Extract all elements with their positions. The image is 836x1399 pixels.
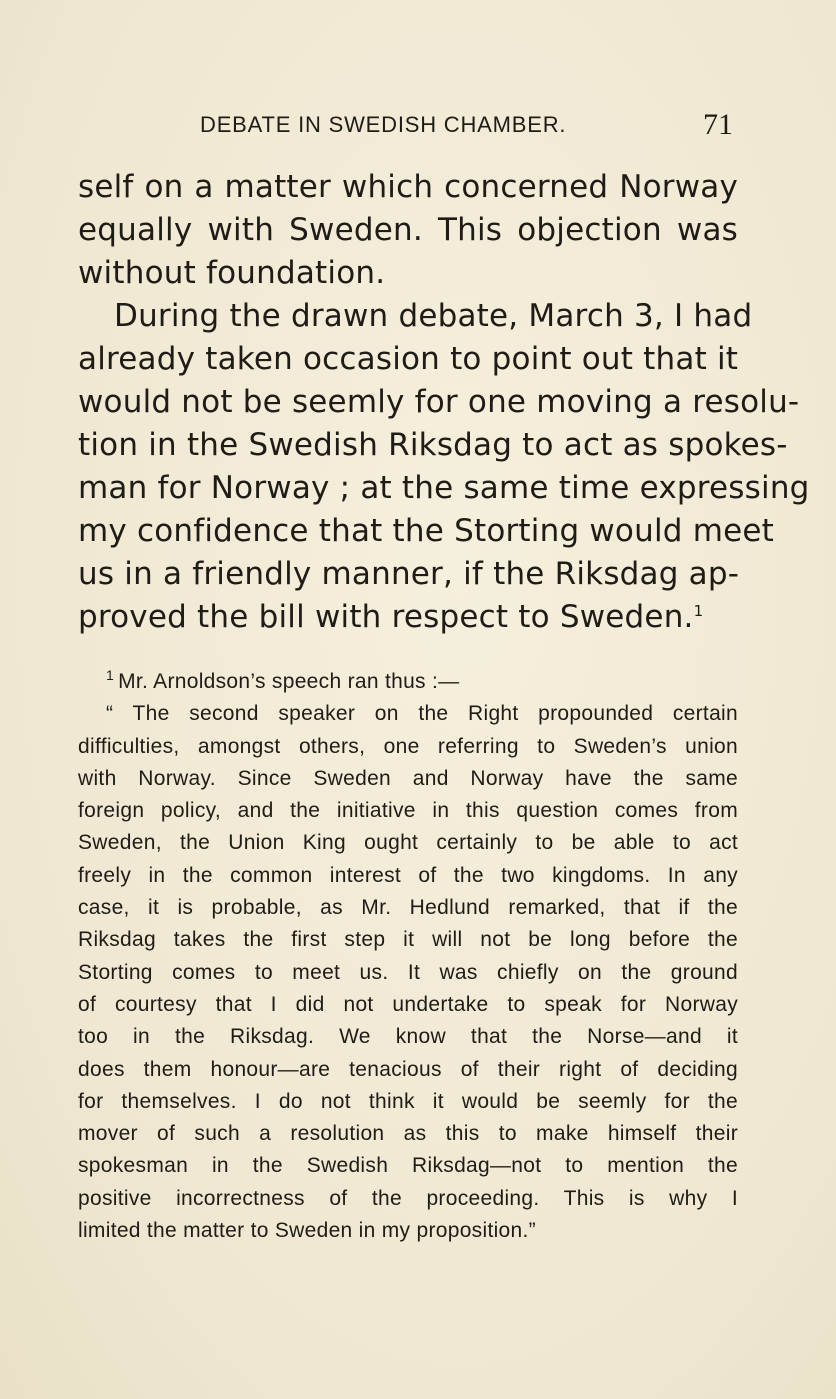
text-line: without foundation. <box>78 255 386 291</box>
footnote-line: too in the Riksdag. We know that the Norse—and it <box>78 1025 738 1049</box>
footnote-line: Riksdag takes the first step it will not be long before the <box>78 928 738 952</box>
running-head <box>0 108 836 142</box>
footnote-line: difficulties, amongst others, one referring to Sweden’s union <box>78 734 738 758</box>
footnote-line: with Norway. Since Sweden and Norway have the same <box>78 766 738 790</box>
footnote-line: case, it is probable, as Mr. Hedlund remarked, that if the <box>78 896 738 920</box>
footnote-line: of courtesy that I did not undertake to speak for Norway <box>78 992 738 1016</box>
text-line-content: proved the bill with respect to Sweden. <box>78 599 694 635</box>
text-line-last <box>78 596 738 639</box>
text-line: equally with Sweden. This objection was <box>78 212 738 248</box>
footnote-line: foreign policy, and the initiative in this question comes from <box>78 799 738 823</box>
footnote-line: for themselves. I do not think it would be seemly for the <box>78 1089 738 1113</box>
text-line: us in a friendly manner, if the Riksdag ap- <box>78 556 740 592</box>
footnote-line: spokesman in the Swedish Riksdag—not to mention the <box>78 1154 738 1178</box>
text-line: During the drawn debate, March 3, I had <box>114 298 753 334</box>
footnote-line: “ The second speaker on the Right propounded certain <box>106 702 738 726</box>
footnote-line: limited the matter to Sweden in my proposition.” <box>78 1219 536 1243</box>
footnote-line: mover of such a resolution as this to make himself their <box>78 1122 738 1146</box>
text-line: would not be seemly for one moving a resolu- <box>78 384 800 420</box>
footnote-reference: 1 <box>693 602 704 620</box>
main-text <box>78 166 810 639</box>
footnote-marker: 1 <box>106 667 115 683</box>
footnote-line: positive incorrectness of the proceeding. This is why I <box>78 1186 738 1210</box>
text-line: tion in the Swedish Riksdag to act as spokes- <box>78 427 788 463</box>
text-line: self on a matter which concerned Norway <box>78 169 738 205</box>
text-line: already taken occasion to point out that it <box>78 341 739 377</box>
text-line: man for Norway ; at the same time expressing <box>78 470 810 506</box>
footnote-line: does them honour—are tenacious of their right of deciding <box>78 1057 738 1081</box>
footnote-line: freely in the common interest of the two kingdoms. In any <box>78 863 738 887</box>
footnote-line <box>78 666 738 698</box>
page-number: 71 <box>703 108 733 141</box>
footnote-line: Sweden, the Union King ought certainly to be able to act <box>78 831 738 855</box>
footnote-line: Storting comes to meet us. It was chiefly on the ground <box>78 960 738 984</box>
footnote <box>78 666 738 1247</box>
chapter-running-title: DEBATE IN SWEDISH CHAMBER. <box>200 112 567 137</box>
text-line: my confidence that the Storting would meet <box>78 513 774 549</box>
footnote-line-content: Mr. Arnoldson’s speech ran thus :— <box>118 670 460 693</box>
